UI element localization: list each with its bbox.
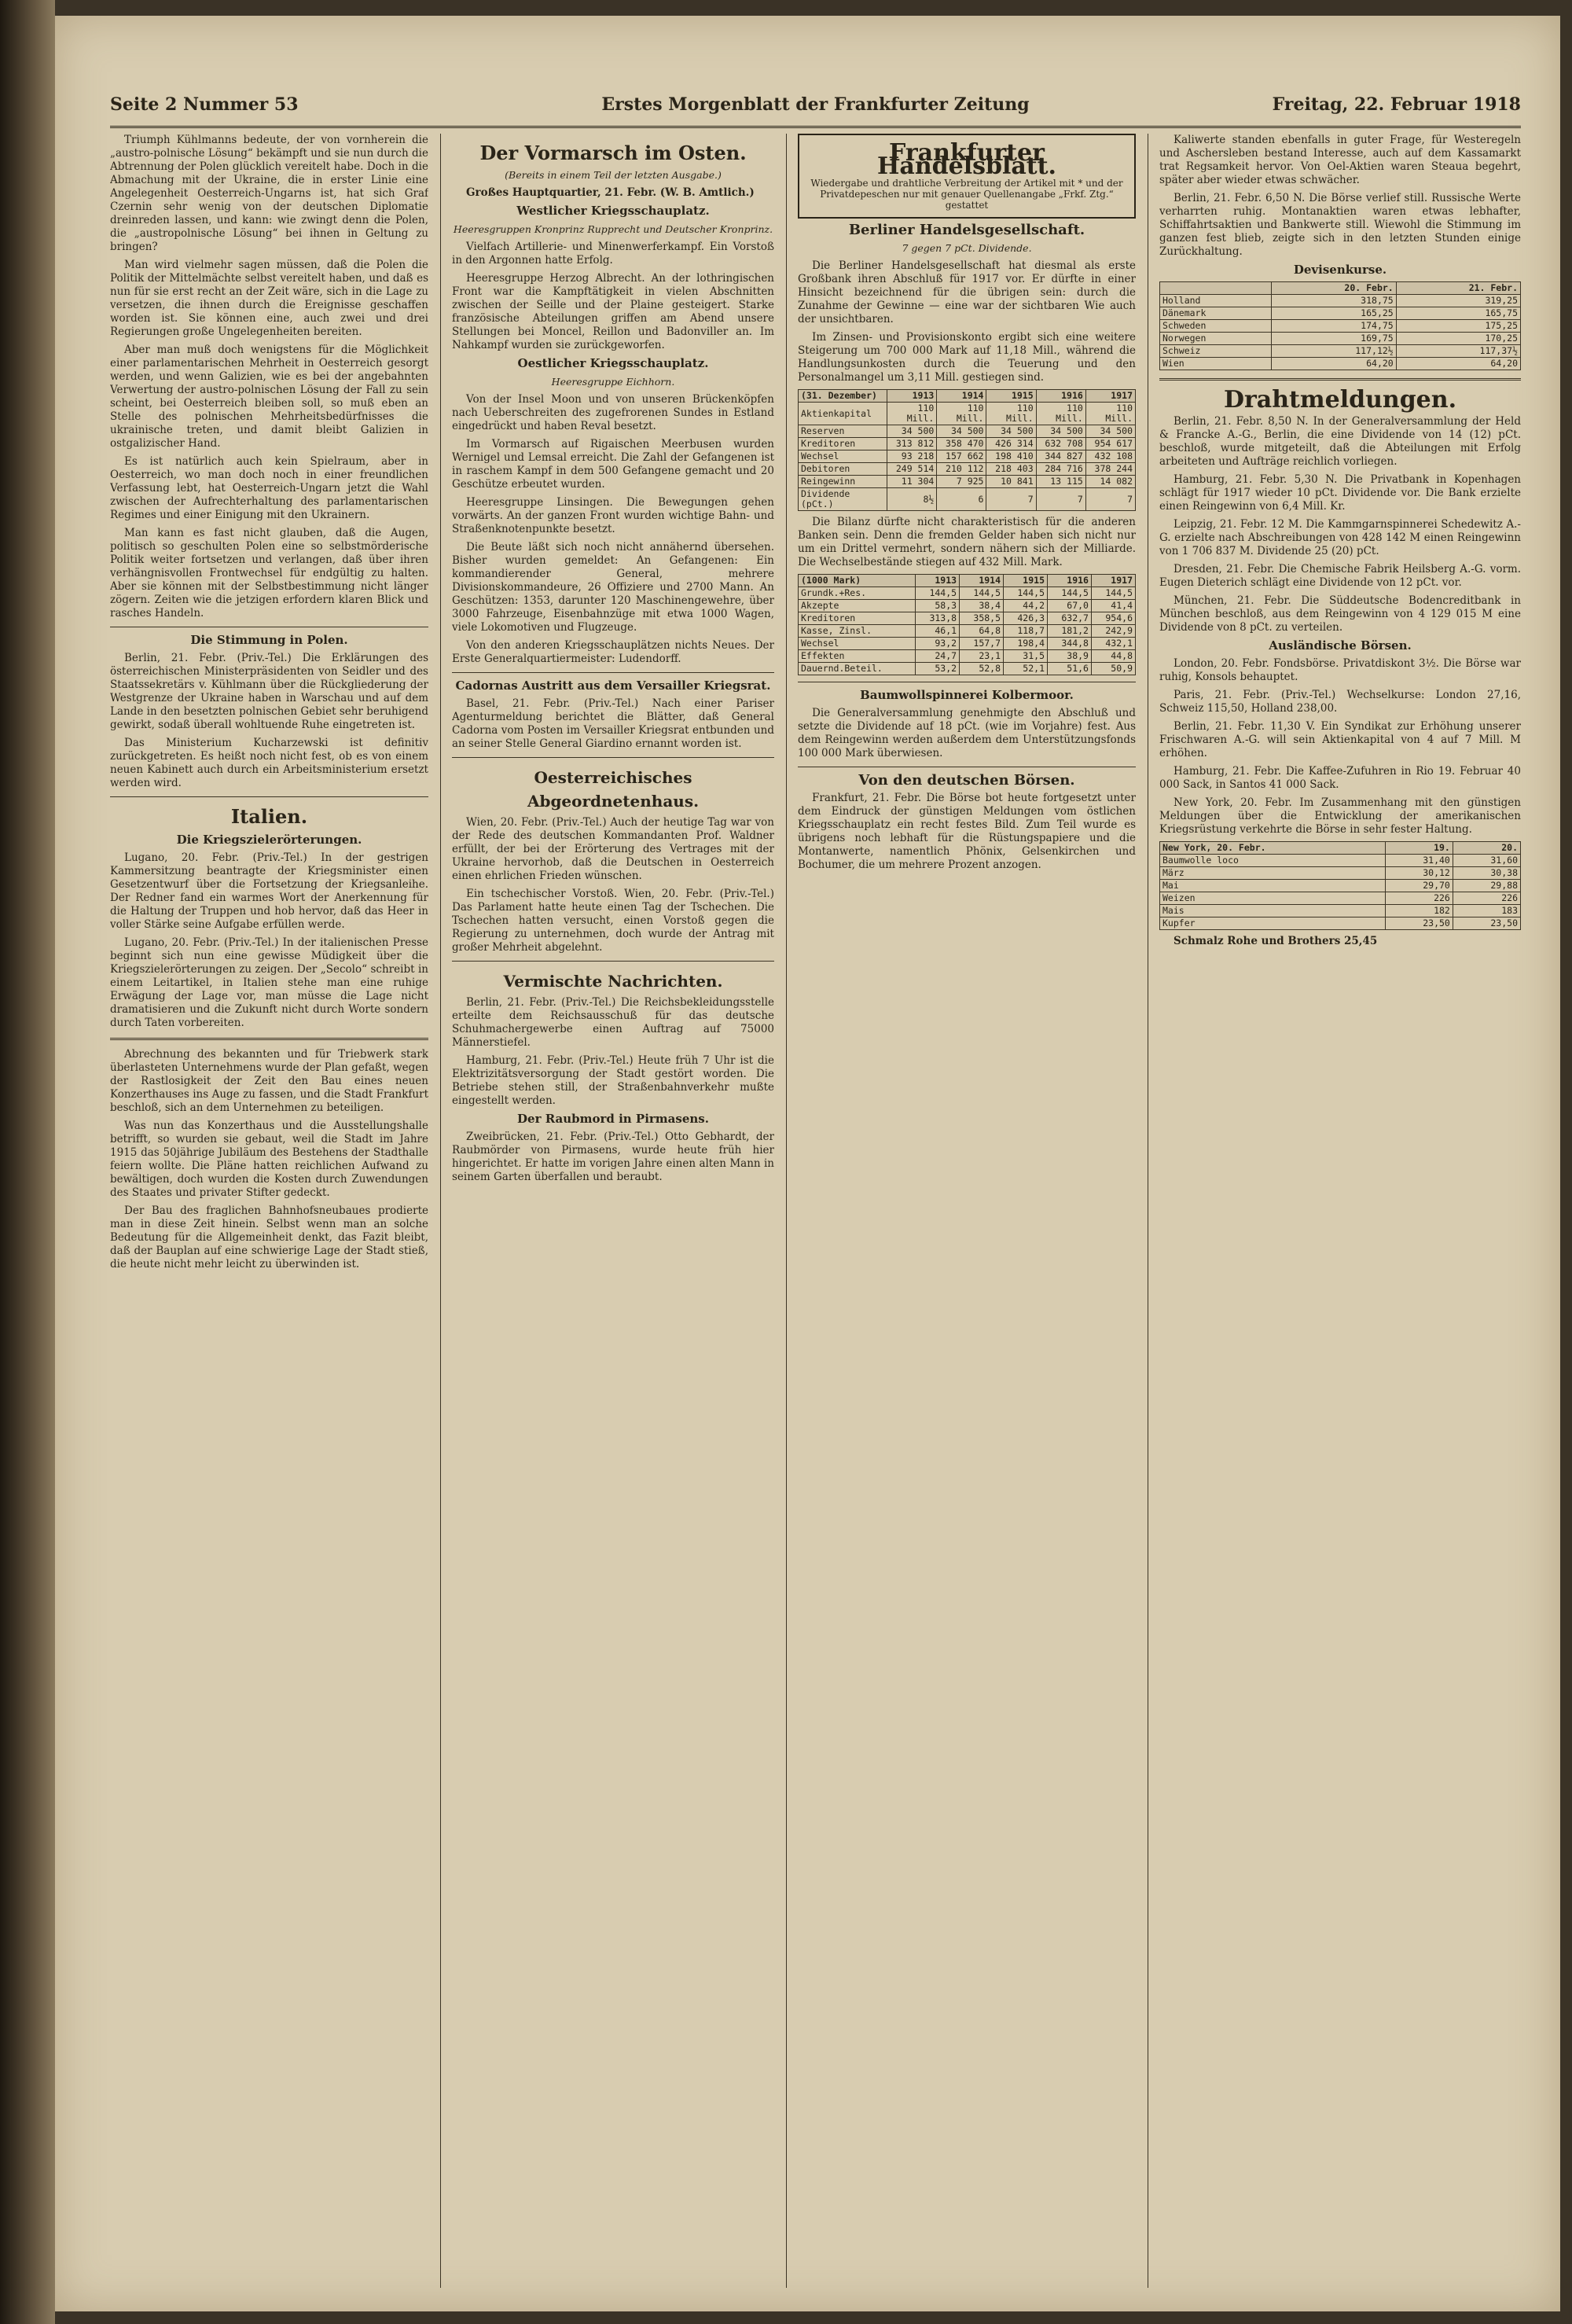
- table-cell: Norwegen: [1160, 333, 1272, 345]
- table-cell: 34 500: [986, 425, 1036, 438]
- table-cell: Akzepte: [799, 600, 916, 612]
- column-header: 1913: [916, 575, 960, 587]
- table-cell: Schweiz: [1160, 345, 1272, 358]
- column-header: 21. Febr.: [1396, 282, 1520, 295]
- table-cell: 30,38: [1453, 867, 1520, 880]
- table-cell: 344 827: [1036, 450, 1085, 463]
- article-paragraph: Berlin, 21. Febr. 6,50 N. Die Börse verlief still. Russische Werte verharrten ruhig. Montanaktien waren etwas lebhafter, Schiffahrtsaktien und Bankwerte still. Wiewohl die Stimmung im ganzen fest blieb, zeigte sich in den letzten Stunden einige Zurückhaltung.: [1159, 192, 1521, 258]
- section-heading: Ausländische Börsen.: [1269, 638, 1412, 653]
- table-row: [799, 476, 1136, 488]
- table-cell: 284 716: [1036, 463, 1085, 476]
- table-row: [799, 463, 1136, 476]
- exchange-rate-table: [1159, 281, 1521, 370]
- article-paragraph: Triumph Kühlmanns bedeute, der von vornherein die „austro-polnische Lösung“ bekämpft und sie nun durch die Abtrennung der Polen glücklich vereitelt habe. Doch in die Abmachung mit der Ukraine, die in erster Linie eine Angelegenheit Oesterreich-Ungarns ist, hat sich Graf Czernin sehr wenig von der deutschen Diplomatie dreinreden lassen, und kann: wie zwingt denn die Polen, die „austropolnische Lösung“ bei ihnen in Geltung zu bringen?: [110, 134, 428, 253]
- table-cell: 50,9: [1091, 663, 1135, 675]
- edition-note: (Bereits in einem Teil der letzten Ausgabe.): [505, 169, 722, 181]
- table-cell: 34 500: [887, 425, 937, 438]
- table-cell: 182: [1385, 905, 1453, 917]
- section-heading: Der Vormarsch im Osten.: [479, 142, 747, 164]
- table-cell: Kasse, Zinsl.: [799, 625, 916, 638]
- handelsblatt-masthead: [798, 134, 1136, 219]
- article-paragraph: Ein tschechischer Vorstoß. Wien, 20. Febr. (Priv.-Tel.) Das Parlament hatte heute einen Tag der Tschechen. Die Tschechen hatten versucht, einen Vorstoß gegen die Regierung zu unternehmen, doch wurde der Antrag mit großer Mehrheit abgelehnt.: [452, 888, 774, 954]
- column-rule: [786, 134, 787, 2288]
- table-cell: 110 Mill.: [887, 403, 937, 425]
- table-cell: 110 Mill.: [937, 403, 986, 425]
- feuilleton-paragraph: Der Bau des fraglichen Bahnhofsneubaues prodierte man in diese Zeit hinein. Selbst wenn man an solche Bedeutung für die Allgemeinheit denkt, das Fazit bleibt, daß der Bauplan auf eine schwierige Lage der Stadt stieß, die heute nicht mehr leicht zu überwinden ist.: [110, 1204, 428, 1270]
- column-header: 1917: [1091, 575, 1135, 587]
- section-heading: Italien.: [230, 805, 308, 828]
- table-row: [799, 625, 1136, 638]
- article-paragraph: Hamburg, 21. Febr. Die Kaffee-Zufuhren in Rio 19. Februar 40 000 Sack, in Santos 41 000 Sack.: [1159, 765, 1521, 791]
- article-paragraph: London, 20. Febr. Fondsbörse. Privatdiskont 3½. Die Börse war ruhig, Konsols behauptet.: [1159, 657, 1521, 683]
- table-cell: Aktienkapital: [799, 403, 887, 425]
- article-paragraph: Das Ministerium Kucharzewski ist definitiv zurückgetreten. Es heißt noch nicht fest, ob es von einem neuen Kabinett auch durch ein Arbeitsministerium ersetzt werden wird.: [110, 737, 428, 789]
- footer-line: Schmalz Rohe und Brothers 25,45: [1173, 935, 1378, 947]
- column-header: [1160, 282, 1272, 295]
- article-paragraph: Paris, 21. Febr. (Priv.-Tel.) Wechselkurse: London 27,16, Schweiz 115,50, Holland 238,00.: [1159, 689, 1521, 715]
- article-paragraph: Die Beute läßt sich noch nicht annähernd übersehen. Bisher wurden gemeldet: An Gefangenen: Ein kommandierender General, mehrere Divisionskommandeure, 26 Offiziere und 2700 Mann. An Geschützen: 1353, darunter 120 Maschinengewehre, über 3000 Fahrzeuge, Eisenbahnzüge mit etwa 1000 Wagen, viele Lokomotiven und Flugzeuge.: [452, 541, 774, 634]
- section-heading: Drahtmeldungen.: [1223, 386, 1457, 414]
- table-cell: 52,1: [1004, 663, 1048, 675]
- table-cell: 313,8: [916, 612, 960, 625]
- table-cell: 31,60: [1453, 855, 1520, 867]
- table-cell: Debitoren: [799, 463, 887, 476]
- section-heading: Vermischte Nachrichten.: [503, 972, 723, 991]
- table-cell: 313 812: [887, 438, 937, 450]
- army-group: Heeresgruppe Eichhorn.: [551, 376, 675, 388]
- table-cell: 144,5: [1004, 587, 1048, 600]
- table-row: [799, 403, 1136, 425]
- table-header-row: [799, 390, 1136, 403]
- table-cell: 7: [1085, 488, 1135, 511]
- table-cell: 29,70: [1385, 880, 1453, 892]
- feuilleton-paragraph: Abrechnung des bekannten und für Triebwerk stark überlasteten Unternehmens wurde der Plan gefaßt, wegen der Rastlosigkeit der Zeit den Bau eines neuen Konzerthauses ins Auge zu fassen, und die Stadt Frankfurt beschloß, sich an dem Unternehmen zu beteiligen.: [110, 1048, 428, 1114]
- section-heading: Baumwollspinnerei Kolbermoor.: [860, 688, 1074, 702]
- table-cell: 432 108: [1085, 450, 1135, 463]
- table-row: [799, 638, 1136, 650]
- article-paragraph: Aber man muß doch wenigstens für die Möglichkeit einer parlamentarischen Mehrheit in Oesterreich gesorgt werden, und wenn Galizien, wie es bei der angebahnten Verwertung der austro-polnischen Lösung der Fall zu sein scheint, bei Oesterreich bleiben soll, so muß eben an Stelle des polnischen Mehrheitsbedürfnisses die ukrainische treten, und damit bleibt Galizien in ostgalizischer Hand.: [110, 344, 428, 450]
- table-row: [799, 450, 1136, 463]
- table-cell: 144,5: [916, 587, 960, 600]
- table-cell: 358,5: [960, 612, 1004, 625]
- table-cell: Weizen: [1160, 892, 1386, 905]
- column-header: 1914: [937, 390, 986, 403]
- table-cell: 144,5: [960, 587, 1004, 600]
- column-header: 1916: [1036, 390, 1085, 403]
- column-rule: [440, 134, 441, 2288]
- table-cell: 44,8: [1091, 650, 1135, 663]
- column-3: [798, 134, 1136, 2288]
- table-cell: 23,50: [1453, 917, 1520, 930]
- table-cell: 432,1: [1091, 638, 1135, 650]
- article-paragraph: Im Vormarsch auf Rigaischen Meerbusen wurden Wernigel und Lemsal erreicht. Die Zahl der Gefangenen ist in raschem Kampf in dem 500 Gefangene gemacht und 20 Geschütze erbeutet wurden.: [452, 438, 774, 491]
- divider: [110, 796, 428, 797]
- subheading: Westlicher Kriegsschauplatz.: [516, 204, 710, 218]
- column-4: [1159, 134, 1521, 2288]
- column-header: 19.: [1385, 842, 1453, 855]
- article-paragraph: Die Berliner Handelsgesellschaft hat diesmal als erste Großbank ihren Abschluß für 1917 vor. Er dürfte in einer Hinsicht bezeichnend für die übrigen sein: durch die Zunahme der Gewinne — eine war der sichtbaren Wie auch der unsichtbaren.: [798, 259, 1136, 325]
- column-header: New York, 20. Febr.: [1160, 842, 1386, 855]
- table-cell: 7: [986, 488, 1036, 511]
- section-heading: Von den deutschen Börsen.: [858, 772, 1075, 789]
- article-paragraph: Zweibrücken, 21. Febr. (Priv.-Tel.) Otto Gebhardt, der Raubmörder von Pirmasens, wurde heute früh hier hingerichtet. Er hatte im vorigen Jahre einen alten Mann in seinem Garten überfallen und beraubt.: [452, 1131, 774, 1183]
- table-cell: 226: [1385, 892, 1453, 905]
- section-heading: Die Stimmung in Polen.: [190, 633, 348, 647]
- balance-table: [798, 389, 1136, 511]
- table-cell: Wechsel: [799, 450, 887, 463]
- table-cell: 31,5: [1004, 650, 1048, 663]
- article-paragraph: Wien, 20. Febr. (Priv.-Tel.) Auch der heutige Tag war von der Rede des deutschen Kommandanten Prof. Waldner erfüllt, der bei der Erörterung des Vertrages mit der Ukraine hervorhob, daß die Deutschen in Oesterreich einen ehrlichen Frieden wünschen.: [452, 816, 774, 882]
- table-cell: 6: [937, 488, 986, 511]
- table-header-row: [1160, 282, 1521, 295]
- article-paragraph: Berlin, 21. Febr. 11,30 V. Ein Syndikat zur Erhöhung unserer Frischwaren A.-G. will sein Aktienkapital von 4 auf 7 Mill. M erhöhen.: [1159, 720, 1521, 759]
- table-cell: 175,25: [1396, 320, 1520, 333]
- table-cell: 23,1: [960, 650, 1004, 663]
- table-cell: März: [1160, 867, 1386, 880]
- handelsblatt-notice: Wiedergabe und drahtliche Verbreitung der Artikel mit * und der Privatdepeschen nur mit genauer Quellenangabe „Frkf. Ztg.“ gestattet: [810, 178, 1123, 211]
- table-cell: 34 500: [1036, 425, 1085, 438]
- table-cell: 53,2: [916, 663, 960, 675]
- table-cell: 110 Mill.: [1036, 403, 1085, 425]
- article-paragraph: Lugano, 20. Febr. (Priv.-Tel.) In der italienischen Presse beginnt sich nun eine gewisse Müdigkeit über die Kriegszielerörterungen zu zeigen. Der „Secolo“ schreibt in einem Leitartikel, in Italien stehe man eine ruhige Erwägung der Lage vor, man müsse die Lage nicht dramatisieren und die Zukunft nicht durch Worte sondern durch Taten vorbereiten.: [110, 936, 428, 1029]
- table-cell: 58,3: [916, 600, 960, 612]
- table-cell: 24,7: [916, 650, 960, 663]
- table-cell: 118,7: [1004, 625, 1048, 638]
- table-row: [799, 587, 1136, 600]
- feuilleton-paragraph: Was nun das Konzerthaus und die Ausstellungshalle betrifft, so wurden sie gebaut, weil die Stadt im Jahre 1915 das 50jährige Jubiläum des Bestehens der Stadthalle feiern wollte. Die Pläne hatten reichlichen Aufwand zu bewältigen, doch wurden die Kosten durch Zuwendungen des Staates und privater Stifter gedeckt.: [110, 1120, 428, 1199]
- table-cell: 954 617: [1085, 438, 1135, 450]
- table-cell: Wien: [1160, 358, 1272, 370]
- table-cell: 52,8: [960, 663, 1004, 675]
- table-row: [1160, 320, 1521, 333]
- article-paragraph: Die Bilanz dürfte nicht charakteristisch für die anderen Banken sein. Denn die fremden Gelder haben sich nicht nur um ein Drittel vermehrt, sondern nähern sich der Milliarde. Die Wechselbestände stiegen auf 432 Mill. Mark.: [798, 516, 1136, 568]
- table-cell: Dänemark: [1160, 307, 1272, 320]
- table-cell: Baumwolle loco: [1160, 855, 1386, 867]
- table-row: [799, 425, 1136, 438]
- article-paragraph: Es ist natürlich auch kein Spielraum, aber in Oesterreich, wo man doch noch in einer freundlichen Verfassung lebt, hat Oesterreich-Ungarn jetzt die Wahl zwischen der Aufrechterhaltung des parlamentarischen Regimes und einer Einigung mit den Ukrainern.: [110, 455, 428, 521]
- table-cell: 41,4: [1091, 600, 1135, 612]
- table-cell: 93 218: [887, 450, 937, 463]
- divider: [452, 961, 774, 962]
- table-cell: 46,1: [916, 625, 960, 638]
- table-cell: 34 500: [1085, 425, 1135, 438]
- table-cell: 378 244: [1085, 463, 1135, 476]
- table-cell: 157,7: [960, 638, 1004, 650]
- table-row: [1160, 333, 1521, 345]
- table-cell: 144,5: [1091, 587, 1135, 600]
- commodity-table: [1159, 841, 1521, 930]
- subheading: Oestlicher Kriegsschauplatz.: [517, 356, 709, 370]
- table-cell: 51,6: [1048, 663, 1092, 675]
- table-row: [1160, 917, 1521, 930]
- table-cell: 210 112: [937, 463, 986, 476]
- table-cell: 10 841: [986, 476, 1036, 488]
- article-paragraph: Von den anderen Kriegsschauplätzen nichts Neues. Der Erste Generalquartiermeister: Ludendorff.: [452, 639, 774, 665]
- table-row: [799, 663, 1136, 675]
- article-paragraph: Heeresgruppe Herzog Albrecht. An der lothringischen Front war die Kampftätigkeit in vielen Abschnitten zwischen der Seille und der Plaine gesteigert. Starke französische Abteilungen griffen am Abend unsere Stellungen bei Moncel, Reillon und Badonviller an. Im Nahkampf wurden sie zurückgeworfen.: [452, 272, 774, 351]
- table-row: [1160, 867, 1521, 880]
- book-binding: [0, 0, 55, 2324]
- table-cell: 426 314: [986, 438, 1036, 450]
- table-cell: 38,4: [960, 600, 1004, 612]
- column-header: 20. Febr.: [1272, 282, 1396, 295]
- table-cell: Reingewinn: [799, 476, 887, 488]
- table-cell: Kreditoren: [799, 438, 887, 450]
- table-cell: 23,50: [1385, 917, 1453, 930]
- column-header: 1915: [986, 390, 1036, 403]
- table-cell: 954,6: [1091, 612, 1135, 625]
- table-cell: 44,2: [1004, 600, 1048, 612]
- article-paragraph: München, 21. Febr. Die Süddeutsche Bodencreditbank in München beschloß, aus dem Reingewinn von 4 129 015 M eine Dividende von 8 pCt. zu verteilen.: [1159, 594, 1521, 634]
- table-cell: 242,9: [1091, 625, 1135, 638]
- article-paragraph: Heeresgruppe Linsingen. Die Bewegungen gehen vorwärts. An der ganzen Front wurden wichtige Bahn- und Straßenknotenpunkte besetzt.: [452, 496, 774, 535]
- table-cell: 426,3: [1004, 612, 1048, 625]
- table-cell: Reserven: [799, 425, 887, 438]
- article-paragraph: Im Zinsen- und Provisionskonto ergibt sich eine weitere Steigerung um 700 000 Mark auf 11,18 Mill., während die Handlungsunkosten durch die Teuerung und den Personalmangel um 3,11 Mill. gestiegen sind.: [798, 331, 1136, 384]
- table-cell: Dauernd.Beteil.: [799, 663, 916, 675]
- divider: [1159, 378, 1521, 381]
- table-cell: 358 470: [937, 438, 986, 450]
- table-cell: Wechsel: [799, 638, 916, 650]
- article-paragraph: Leipzig, 21. Febr. 12 M. Die Kammgarnspinnerei Schedewitz A.-G. erzielte nach Abschreibungen von 428 142 M einen Reingewinn von 1 706 837 M. Dividende 25 (20) pCt.: [1159, 518, 1521, 557]
- table-cell: 632,7: [1048, 612, 1092, 625]
- dateline: Großes Hauptquartier, 21. Febr. (W. B. Amtlich.): [466, 186, 755, 199]
- column-header: 1916: [1048, 575, 1092, 587]
- table-cell: 30,12: [1385, 867, 1453, 880]
- article-paragraph: Berlin, 21. Febr. (Priv.-Tel.) Die Erklärungen des österreichischen Ministerpräsidenten von Seidler und des Staatssekretärs v. Kühlmann über die Rückgliederung der Westgrenze der Ukraine haben in Warschau und auf dem Lande in den besetzten polnischen Gebiet sehr beruhigend gewirkt, sodaß überall wohltuende Ruhe eingetreten ist.: [110, 652, 428, 731]
- table-cell: 174,75: [1272, 320, 1396, 333]
- table-row: [1160, 892, 1521, 905]
- table-row: [799, 600, 1136, 612]
- table-cell: 64,20: [1396, 358, 1520, 370]
- table-cell: Kreditoren: [799, 612, 916, 625]
- table-row: [1160, 855, 1521, 867]
- table-cell: 13 115: [1036, 476, 1085, 488]
- column-header: (1000 Mark): [799, 575, 916, 587]
- table-cell: 8½: [887, 488, 937, 511]
- feuilleton-divider: [110, 1038, 428, 1040]
- divider: [452, 672, 774, 673]
- column-header: 1915: [1004, 575, 1048, 587]
- table-row: [1160, 358, 1521, 370]
- table-cell: 38,9: [1048, 650, 1092, 663]
- page-number: Seite 2 Nummer 53: [110, 94, 299, 115]
- table-cell: 198,4: [1004, 638, 1048, 650]
- column-header: (31. Dezember): [799, 390, 887, 403]
- article-paragraph: Basel, 21. Febr. (Priv.-Tel.) Nach einer Pariser Agenturmeldung berichtet die Blätter, daß General Cadorna vom Posten im Versailler Kriegsrat entbunden und an seiner Stelle General Giardino ernannt worden ist.: [452, 697, 774, 750]
- table-cell: 165,75: [1396, 307, 1520, 320]
- table-row: [799, 650, 1136, 663]
- table-cell: 165,25: [1272, 307, 1396, 320]
- table-row: [1160, 307, 1521, 320]
- column-2: [452, 134, 774, 2288]
- table-row: [799, 612, 1136, 625]
- table-cell: Mai: [1160, 880, 1386, 892]
- column-header: 1914: [960, 575, 1004, 587]
- section-heading: Der Raubmord in Pirmasens.: [517, 1112, 709, 1126]
- table-row: [799, 438, 1136, 450]
- table-cell: 67,0: [1048, 600, 1092, 612]
- table-cell: 183: [1453, 905, 1520, 917]
- table-row: [1160, 905, 1521, 917]
- table-cell: 11 304: [887, 476, 937, 488]
- table-cell: Dividende (pCt.): [799, 488, 887, 511]
- article-paragraph: Frankfurt, 21. Febr. Die Börse bot heute fortgesetzt unter dem Eindruck der günstigen Meldungen vom östlichen Kriegsschauplatz ein recht festes Bild. Zum Teil wurde es übrigens noch lebhaft für die Rüstungspapiere und die Montanwerte, namentlich Phönix, Gelsenkirchen und Bochumer, die um mehrere Prozent anzogen.: [798, 792, 1136, 871]
- table-cell: 170,25: [1396, 333, 1520, 345]
- army-group: Heeresgruppen Kronprinz Rupprecht und Deutscher Kronprinz.: [453, 223, 773, 235]
- table-cell: 64,20: [1272, 358, 1396, 370]
- article-paragraph: Kaliwerte standen ebenfalls in guter Frage, für Westeregeln und Aschersleben bestand Interesse, auch auf dem Kassamarkt trat Regsamkeit hervor. Von Oel-Aktien waren Steaua begehrt, später aber wieder etwas schwächer.: [1159, 134, 1521, 186]
- section-heading: Berliner Handelsgesellschaft.: [848, 222, 1085, 238]
- table-cell: 249 514: [887, 463, 937, 476]
- table-cell: 7 925: [937, 476, 986, 488]
- table-cell: 117,12½: [1272, 345, 1396, 358]
- table-cell: 318,75: [1272, 295, 1396, 307]
- table-cell: Schweden: [1160, 320, 1272, 333]
- article-paragraph: Die Generalversammlung genehmigte den Abschluß und setzte die Dividende auf 18 pCt. (wie im Vorjahre) fest. Aus dem Reingewinn werden außerdem dem Unterstützungsfonds 100 000 Mark überwiesen.: [798, 707, 1136, 759]
- table-cell: 14 082: [1085, 476, 1135, 488]
- table-cell: 144,5: [1048, 587, 1092, 600]
- masthead: [110, 86, 1521, 128]
- section-heading: Devisenkurse.: [1293, 263, 1387, 277]
- table-header-row: [1160, 842, 1521, 855]
- table-header-row: [799, 575, 1136, 587]
- table-cell: 157 662: [937, 450, 986, 463]
- article-paragraph: Berlin, 21. Febr. 8,50 N. In der Generalversammlung der Held & Francke A.-G., Berlin, die eine Dividende von 14 (12) pCt. beschloß, wurde mitgeteilt, daß die Abteilungen mit Erfolg arbeiteten und Aufträge reichlich vorliegen.: [1159, 415, 1521, 468]
- table-row: [1160, 345, 1521, 358]
- table-row: [1160, 295, 1521, 307]
- table-cell: 169,75: [1272, 333, 1396, 345]
- table-cell: Grundk.+Res.: [799, 587, 916, 600]
- table-cell: 198 410: [986, 450, 1036, 463]
- article-paragraph: Hamburg, 21. Febr. 5,30 N. Die Privatbank in Kopenhagen schlägt für 1917 wieder 10 pCt. Dividende vor. Die Bank erzielte einen Reingewinn von 6,4 Mill. Kr.: [1159, 473, 1521, 513]
- table-cell: 218 403: [986, 463, 1036, 476]
- table-cell: 64,8: [960, 625, 1004, 638]
- newspaper-page: [55, 16, 1560, 2311]
- handelsblatt-title: Frankfurter Handelsblatt.: [877, 139, 1056, 180]
- table-cell: 226: [1453, 892, 1520, 905]
- table-cell: 181,2: [1048, 625, 1092, 638]
- issue-date: Freitag, 22. Februar 1918: [1272, 94, 1521, 115]
- newspaper-name: Erstes Morgenblatt der Frankfurter Zeitung: [601, 94, 1030, 115]
- table-cell: 632 708: [1036, 438, 1085, 450]
- table-cell: 31,40: [1385, 855, 1453, 867]
- article-paragraph: Man kann es fast nicht glauben, daß die Augen, politisch so geschulten Polen eine so selbstmörderische Politik weiter fortsetzen und verlangen, daß über ihren verhängnisvollen Frontwechsel für endgültig zu halten. Aber sie können mit der Selbstbestimmung nicht länger zögern. Zeiten wie die jetzigen erfordern klaren Blick und rasches Handeln.: [110, 527, 428, 620]
- section-heading: Cadornas Austritt aus dem Versailler Kriegsrat.: [455, 678, 771, 693]
- table-cell: Holland: [1160, 295, 1272, 307]
- column-header: 1913: [887, 390, 937, 403]
- table-cell: 34 500: [937, 425, 986, 438]
- column-header: 1917: [1085, 390, 1135, 403]
- table-row: [799, 488, 1136, 511]
- table-cell: 319,25: [1396, 295, 1520, 307]
- article-paragraph: New York, 20. Febr. Im Zusammenhang mit den günstigen Meldungen über die Entwicklung der amerikanischen Kriegsrüstung verkehrte die Börse in sehr fester Haltung.: [1159, 796, 1521, 836]
- table-cell: 110 Mill.: [1085, 403, 1135, 425]
- table-cell: 7: [1036, 488, 1085, 511]
- dividend-note: 7 gegen 7 pCt. Dividende.: [902, 242, 1032, 254]
- table-cell: Kupfer: [1160, 917, 1386, 930]
- table-cell: 117,37½: [1396, 345, 1520, 358]
- article-paragraph: Berlin, 21. Febr. (Priv.-Tel.) Die Reichsbekleidungsstelle erteilte dem Reichsausschuß für das deutsche Schuhmachergewerbe einen Auftrag auf 75000 Männerstiefel.: [452, 996, 774, 1049]
- table-cell: 93,2: [916, 638, 960, 650]
- table-cell: Mais: [1160, 905, 1386, 917]
- article-paragraph: Hamburg, 21. Febr. (Priv.-Tel.) Heute früh 7 Uhr ist die Elektrizitätsversorgung der Stadt gestört worden. Die Betriebe stehen still, der Straßenbahnverkehr mußte eingestellt werden.: [452, 1054, 774, 1107]
- table-cell: Effekten: [799, 650, 916, 663]
- comparison-table: [798, 574, 1136, 675]
- article-paragraph: Lugano, 20. Febr. (Priv.-Tel.) In der gestrigen Kammersitzung beantragte der Kriegsminister einen Gesetzentwurf über die Fortsetzung der Kriegsanleihe. Der Redner fand ein warmes Wort der Anerkennung für die Haltung der Truppen und hob hervor, daß das Heer in voller Stärke seine Aufgabe erfüllen werde.: [110, 851, 428, 931]
- article-paragraph: Man wird vielmehr sagen müssen, daß die Polen die Politik der Mittelmächte selbst vereitelt haben, und daß es nun für sie erst recht an der Zeit wäre, sich in die Lage zu versetzen, die ihnen durch die Ereignisse geschaffen worden ist. Sie können eine, auch zwei und drei Regierungen große Ungelegenheiten bereiten.: [110, 259, 428, 338]
- table-cell: 110 Mill.: [986, 403, 1036, 425]
- article-paragraph: Von der Insel Moon und von unseren Brückenköpfen nach Ueberschreiten des zugefrorenen Sundes in Estland eingedrückt und haben Reval besetzt.: [452, 393, 774, 432]
- table-row: [1160, 880, 1521, 892]
- article-paragraph: Vielfach Artillerie- und Minenwerferkampf. Ein Vorstoß in den Argonnen hatte Erfolg.: [452, 241, 774, 267]
- subheading: Die Kriegszielerörterungen.: [176, 833, 362, 847]
- column-header: 20.: [1453, 842, 1520, 855]
- table-cell: 29,88: [1453, 880, 1520, 892]
- table-cell: 344,8: [1048, 638, 1092, 650]
- article-paragraph: Dresden, 21. Febr. Die Chemische Fabrik Heilsberg A.-G. vorm. Eugen Dieterich schlägt eine Dividende von 12 pCt. vor.: [1159, 563, 1521, 589]
- divider: [452, 757, 774, 758]
- column-1: [110, 134, 428, 2288]
- section-heading: Oesterreichisches Abgeordnetenhaus.: [527, 768, 700, 811]
